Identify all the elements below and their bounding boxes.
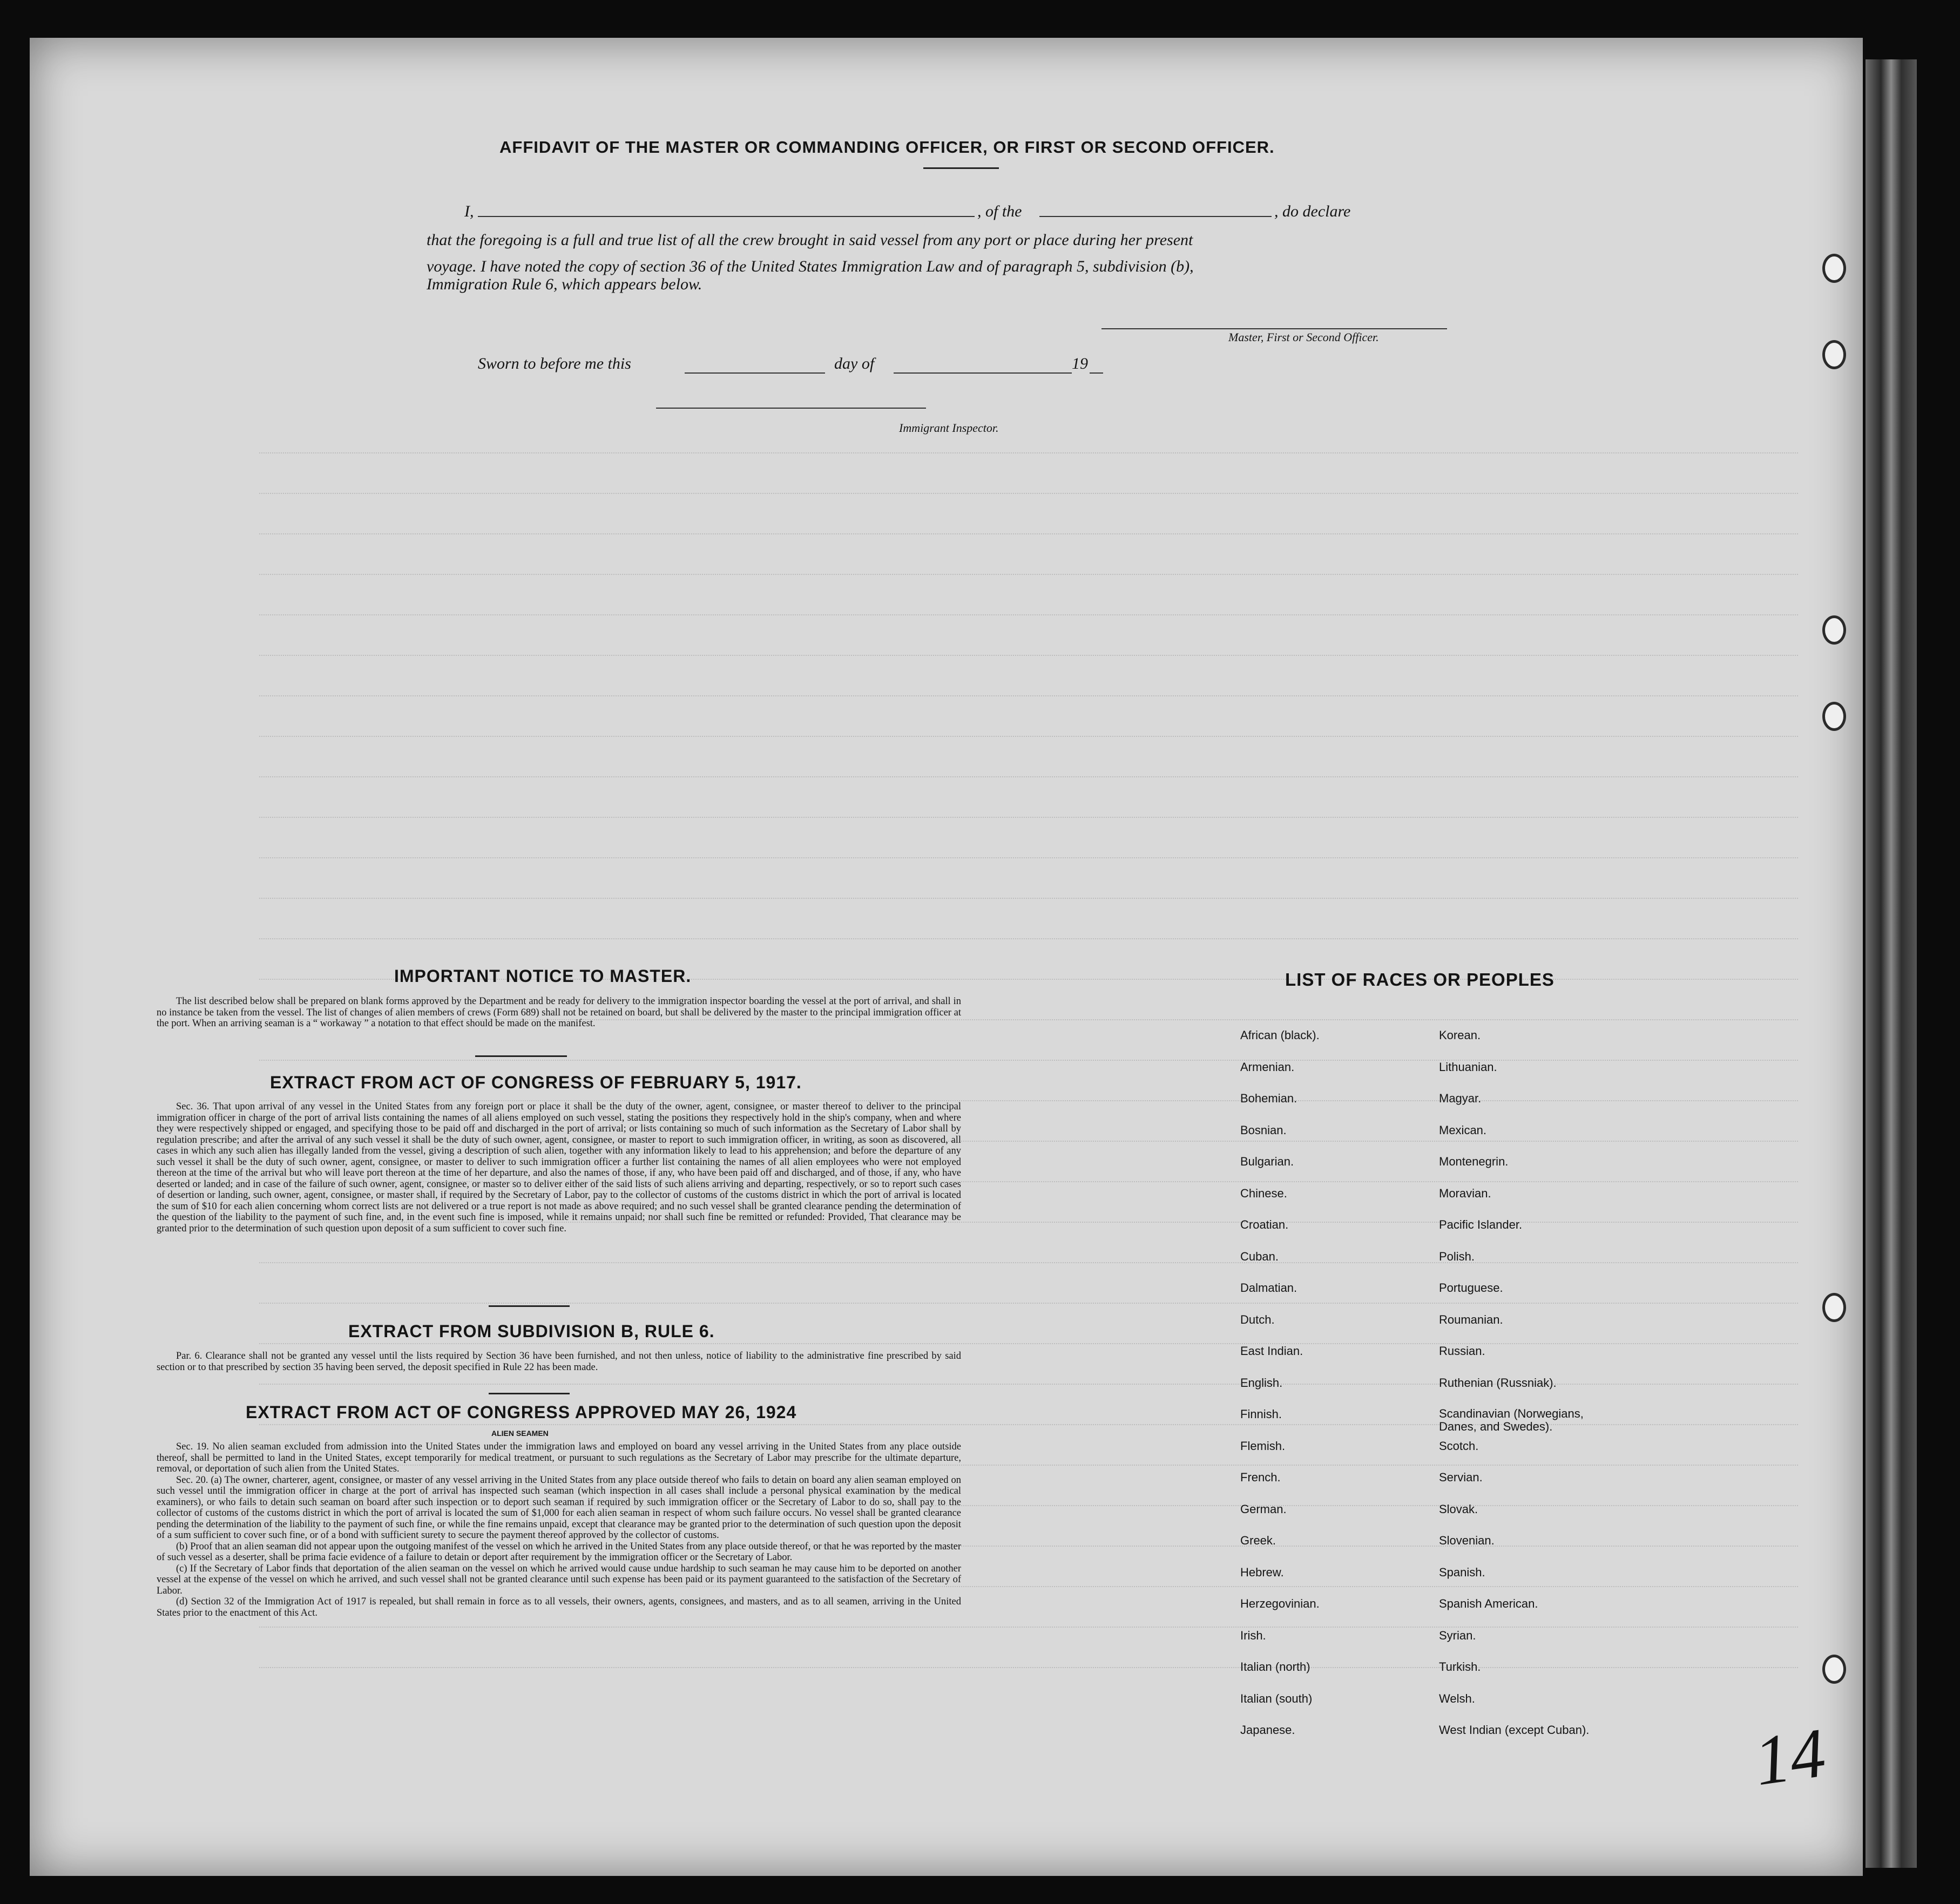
race-item: Polish.	[1439, 1249, 1475, 1263]
race-item: Lithuanian.	[1439, 1060, 1497, 1074]
race-item: Japanese.	[1240, 1723, 1295, 1737]
race-item: Syrian.	[1439, 1628, 1476, 1642]
race-item: Portuguese.	[1439, 1281, 1503, 1295]
affidavit-line-1: that the foregoing is a full and true list of all the crew brought in said vessel from any port or place during her present	[427, 231, 1193, 249]
race-item: Scandinavian (Norwegians, Danes, and Swedes).	[1439, 1407, 1584, 1433]
extract-1917-title: EXTRACT FROM ACT OF CONGRESS OF FEBRUARY 5, 1917.	[270, 1073, 802, 1092]
binder-hole	[1822, 702, 1846, 731]
race-item: Pacific Islander.	[1439, 1218, 1523, 1231]
extract-1924-text	[157, 1441, 961, 1618]
year-label: 19	[1072, 355, 1088, 372]
race-item: Finnish.	[1240, 1407, 1282, 1421]
page-stack-edge	[1866, 59, 1917, 1868]
race-item: African (black).	[1240, 1028, 1320, 1042]
sworn-day-field[interactable]	[685, 372, 825, 374]
extract-rule6-text	[157, 1351, 961, 1373]
extract-1924-subtitle: ALIEN SEAMEN	[491, 1429, 549, 1438]
race-item: West Indian (except Cuban).	[1439, 1723, 1590, 1737]
race-item: Servian.	[1439, 1471, 1483, 1484]
vessel-name-field[interactable]	[1039, 216, 1272, 217]
sworn-month-field[interactable]	[894, 372, 1072, 374]
race-item: Korean.	[1439, 1028, 1481, 1042]
extract-rule6-title: EXTRACT FROM SUBDIVISION B, RULE 6.	[348, 1322, 715, 1341]
extract-1924-paragraph: Sec. 19. No alien seaman excluded from admission into the United States under the immigration laws and employed on board any vessel arriving in the United States from any place outside thereof, shall be permitted to land in the United States, except temporarily for medical treatment, or pursuant to such regulations as the Secretary of Labor may prescribe for the ultimate departure, removal, or deportation of such alien from the United States.	[157, 1441, 961, 1474]
notice-text	[157, 996, 961, 1029]
extract-1924-paragraph: Sec. 20. (a) The owner, charterer, agent, consignee, or master of any vessel arriving in the United States from any place outside thereof who fails to detain on board any alien seaman employed on such vessel until the immigration officer in charge at the port of arrival has inspected such seaman (which inspection in all cases shall include a personal physical examination by the medical examiners), or who fails to detain such seaman on board after such inspection or to deport such seaman if required by such immigration officer or the Secretary of Labor to do so, shall pay to the collector of customs of the customs district in which the port of arrival is located the sum of $1,000 for each alien seaman in respect of whom such failure occurs. No vessel shall be granted clearance pending the determination of the liability to the payment of such fine, or while the fine remains unpaid, except that clearance may be granted prior to the determination of such question upon the deposit of a sum sufficient to cover such fine, or of a bond with sufficient surety to secure the payment thereof approved by the collector of customs.	[157, 1474, 961, 1541]
affidavit-title: AFFIDAVIT OF THE MASTER OR COMMANDING OFFICER, OR FIRST OR SECOND OFFICER.	[499, 138, 1275, 157]
extract-rule6-rule	[489, 1393, 570, 1394]
race-item: Hebrew.	[1240, 1565, 1284, 1579]
race-item: Armenian.	[1240, 1060, 1295, 1074]
extract-1917-paragraph: Sec. 36. That upon arrival of any vessel in the United States from any foreign port or place it shall be the duty of the owner, agent, consignee, or master thereof to deliver to the principal immigration officer in charge of the port of arrival lists containing the names of all aliens employed on such vessel, stating the positions they respectively hold in the ship's company, when and where they were respectively shipped or engaged, and specifying those to be paid off and discharged in the port of arrival; or lists containing so much of such information as the Secretary of Labor shall by regulation prescribe; and after the arrival of any such vessel it shall be the duty of such owner, agent, consignee, or master to report to such immigration officer, in writing, as soon as discovered, all cases in which any such alien has illegally landed from the vessel, giving a description of such alien, together with any information likely to lead to his apprehension; and before the departure of any such vessel it shall be the duty of such owner, agent, consignee, or master to deliver to such immigration officer a further list containing the names of all alien employees who were not employed thereon at the time of the arrival but who will leave port thereon at the time of her departure, and also the names of those, if any, who have been paid off and discharged, and of those, if any, who have deserted or landed; and in case of the failure of such owner, agent, consignee, or master so to deliver either of the said lists of such aliens arriving and departing, respectively, or so to report such cases of desertion or landing, such owner, agent, consignee, or master shall, if required by the Secretary of Labor, pay to the collector of customs of the customs district in which the port of arrival is located the sum of $10 for each alien concerning whom correct lists are not delivered or a true report is not made as above required; and no such vessel shall be granted clearance pending the determination of the question of the liability to the payment of such fine, and, in the event such fine is imposed, while it remains unpaid; nor shall such fine be remitted or refunded: Provided, That clearance may be granted prior to the determination of such question upon deposit of a sum sufficient to cover such fine.	[157, 1101, 961, 1234]
race-item: Herzegovinian.	[1240, 1597, 1320, 1610]
race-item: Montenegrin.	[1439, 1155, 1509, 1168]
signature-label: Master, First or Second Officer.	[1228, 330, 1379, 344]
affidavit-title-rule	[923, 167, 999, 169]
race-item: Italian (south)	[1240, 1691, 1313, 1705]
declarant-name-field[interactable]	[478, 216, 975, 217]
extract-1917-rule	[489, 1305, 570, 1307]
race-item: Spanish American.	[1439, 1597, 1538, 1610]
race-item: Chinese.	[1240, 1186, 1287, 1200]
race-item: Bosnian.	[1240, 1123, 1287, 1137]
affidavit-line-3: Immigration Rule 6, which appears below.	[427, 275, 702, 293]
race-item: Moravian.	[1439, 1186, 1491, 1200]
race-item: Slovak.	[1439, 1502, 1478, 1516]
binder-hole	[1822, 615, 1846, 645]
race-item: French.	[1240, 1471, 1281, 1484]
race-item: Spanish.	[1439, 1565, 1485, 1579]
race-item: English.	[1240, 1376, 1283, 1390]
sworn-label: Sworn to before me this	[478, 355, 631, 372]
inspector-signature-field[interactable]	[656, 408, 926, 409]
notice-title: IMPORTANT NOTICE TO MASTER.	[394, 966, 692, 986]
sworn-year-field[interactable]	[1090, 372, 1103, 374]
race-item: Slovenian.	[1439, 1534, 1495, 1547]
race-item: Croatian.	[1240, 1218, 1289, 1231]
race-item: Roumanian.	[1439, 1312, 1503, 1326]
affidavit-i-label: I,	[464, 202, 474, 220]
extract-1924-paragraph: (c) If the Secretary of Labor finds that deportation of the alien seaman on the vessel on which he arrived would cause undue hardship to such seaman he may cause him to be deported on another vessel at the expense of the vessel on which he arrived, and such vessel shall not be granted clearance until such expense has been paid or its payment guaranteed to the satisfaction of the Secretary of Labor.	[157, 1563, 961, 1596]
extract-rule6-paragraph: Par. 6. Clearance shall not be granted any vessel until the lists required by Section 36 have been furnished, and not then unless, notice of liability to the administrative fine prescribed by said section or to that prescribed by section 35 having been served, the deposit specified in Rule 22 has been made.	[157, 1351, 961, 1373]
race-item: Cuban.	[1240, 1249, 1279, 1263]
race-item: Russian.	[1439, 1344, 1485, 1358]
race-item: Scotch.	[1439, 1439, 1479, 1453]
binder-hole	[1822, 254, 1846, 283]
notice-rule	[475, 1055, 567, 1057]
notice-paragraph: The list described below shall be prepared on blank forms approved by the Department and be ready for delivery to the immigration inspector boarding the vessel at the port of arrival, and shall in no instance be taken from the vessel. The list of changes of alien members of crews (Form 689) shall not be retained on board, but shall be delivered by the master to the principal immigration officer at the port. When an arriving seaman is a “ workaway ” a notation to that effect should be made on the manifest.	[157, 996, 961, 1029]
binder-hole	[1822, 1293, 1846, 1322]
inspector-label: Immigrant Inspector.	[899, 421, 999, 435]
affidavit-line-2: voyage. I have noted the copy of section 36 of the United States Immigration Law and of paragraph 5, subdivision (b),	[427, 258, 1194, 275]
extract-1917-text	[157, 1101, 961, 1234]
race-item: German.	[1240, 1502, 1287, 1516]
race-item: Dutch.	[1240, 1312, 1275, 1326]
binder-hole	[1822, 1655, 1846, 1684]
handwritten-page-number: 14	[1749, 1713, 1830, 1801]
race-item: Ruthenian (Russniak).	[1439, 1376, 1557, 1390]
race-item: Bohemian.	[1240, 1092, 1297, 1105]
affidavit-of-the-label: , of the	[977, 202, 1022, 220]
race-item: Mexican.	[1439, 1123, 1487, 1137]
race-item: Bulgarian.	[1240, 1155, 1294, 1168]
race-item: Irish.	[1240, 1628, 1266, 1642]
affidavit-declare-label: , do declare	[1274, 202, 1351, 220]
race-item: Greek.	[1240, 1534, 1276, 1547]
extract-1924-paragraph: (b) Proof that an alien seaman did not appear upon the outgoing manifest of the vessel on which he arrived in the United States from any place outside thereof, or that he was reported by the master of such vessel as a deserter, shall be prima facie evidence of a failure to detain or deport after requirement by the immigration officer or the Secretary of Labor.	[157, 1541, 961, 1563]
extract-1924-paragraph: (d) Section 32 of the Immigration Act of 1917 is repealed, but shall remain in force as to all vessels, their owners, agents, consignees, and masters, and as to all seamen, arriving in the United States prior to the enactment of this Act.	[157, 1596, 961, 1618]
signature-field[interactable]	[1101, 328, 1447, 329]
binder-hole	[1822, 340, 1846, 369]
race-item: Italian (north)	[1240, 1660, 1310, 1673]
race-item: Turkish.	[1439, 1660, 1481, 1673]
race-item: Dalmatian.	[1240, 1281, 1297, 1295]
races-left-column	[1240, 1028, 1418, 1755]
race-item: Welsh.	[1439, 1691, 1475, 1705]
race-item: East Indian.	[1240, 1344, 1303, 1358]
races-title: LIST OF RACES OR PEOPLES	[1285, 970, 1555, 990]
race-item: Magyar.	[1439, 1092, 1482, 1105]
day-of-label: day of	[834, 355, 875, 372]
races-right-column	[1439, 1028, 1677, 1755]
extract-1924-title: EXTRACT FROM ACT OF CONGRESS APPROVED MAY 26, 1924	[246, 1402, 797, 1422]
race-item: Flemish.	[1240, 1439, 1286, 1453]
